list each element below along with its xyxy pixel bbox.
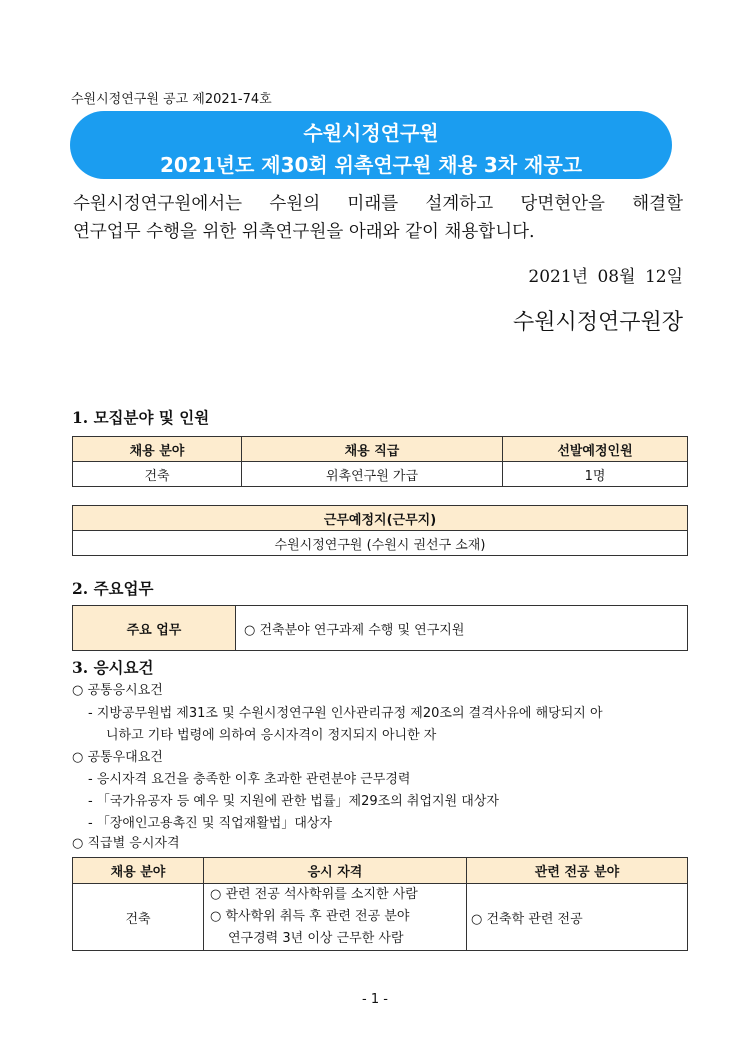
intro-line2: 연구업무 수행을 위한 위촉연구원을 아래와 같이 채용합니다. xyxy=(73,222,535,242)
table-cell: 건축 xyxy=(73,462,242,487)
table-row xyxy=(73,606,688,651)
section2-heading: 2. 주요업무 xyxy=(72,579,154,598)
section3-heading: 3. 응시요건 xyxy=(72,658,154,677)
duties-table xyxy=(72,605,688,651)
banner-title-line2: 2021년도 제30회 위촉연구원 채용 3차 재공고 xyxy=(159,153,583,177)
pref-title: ○ 공통우대요건 xyxy=(72,750,163,765)
page-number: - 1 - xyxy=(362,992,388,1007)
duties-value: ○ 건축분야 연구과제 수행 및 연구지원 xyxy=(236,606,688,651)
qualification-line: 연구경력 3년 이상 근무한 사람 xyxy=(228,931,404,946)
table-header: 관련 전공 분야 xyxy=(467,858,688,884)
list-item: - 「국가유공자 등 예우 및 지원에 관한 법률」제29조의 취업지원 대상자 xyxy=(88,794,499,809)
list-item: - 「장애인고용촉진 및 직업재활법」대상자 xyxy=(88,816,333,831)
table-header: 근무예정지(근무지) xyxy=(73,506,688,531)
common-req-line1: - 지방공무원법 제31조 및 수원시정연구원 인사관리규정 제20조의 결격사유에 해당되지 아 xyxy=(88,706,603,721)
intro-paragraph xyxy=(73,190,683,246)
table-header: 응시 자격 xyxy=(204,858,467,884)
qualification-line: ○ 관련 전공 석사학위를 소지한 사람 xyxy=(210,887,418,902)
intro-line1: 수원시정연구원에서는 수원의 미래를 설계하고 당면현안을 해결할 xyxy=(73,194,683,214)
table-row xyxy=(73,462,688,487)
table-cell: 1명 xyxy=(503,462,688,487)
table-row xyxy=(73,531,688,556)
table-header: 선발예정인원 xyxy=(503,437,688,462)
notice-number: 수원시정연구원 공고 제2021-74호 xyxy=(71,92,272,107)
notice-date: 2021년 08월 12일 xyxy=(528,267,683,287)
major-cell: ○ 건축학 관련 전공 xyxy=(467,884,688,951)
qualification-table xyxy=(72,857,688,951)
table-row xyxy=(73,884,688,951)
table-cell: 건축 xyxy=(73,884,204,951)
table-cell: 위촉연구원 가급 xyxy=(242,462,503,487)
work-location-table xyxy=(72,505,688,556)
qualification-line: ○ 학사학위 취득 후 관련 전공 분야 xyxy=(210,909,410,924)
section1-heading: 1. 모집분야 및 인원 xyxy=(72,408,210,427)
table-cell: 수원시정연구원 (수원시 권선구 소재) xyxy=(73,531,688,556)
table-header: 채용 분야 xyxy=(73,858,204,884)
title-banner xyxy=(70,111,672,179)
qualifications-cell xyxy=(204,884,467,951)
duties-label: 주요 업무 xyxy=(73,606,236,651)
recruitment-table xyxy=(72,436,688,487)
list-item: - 응시자격 요건을 충족한 이후 초과한 관련분야 근무경력 xyxy=(88,772,411,787)
table-header-row xyxy=(73,506,688,531)
table-header: 채용 직급 xyxy=(242,437,503,462)
by-grade-title: ○ 직급별 응시자격 xyxy=(72,836,180,851)
common-req-title: ○ 공통응시요건 xyxy=(72,683,163,698)
banner-title-line1: 수원시정연구원 xyxy=(303,121,439,145)
common-req-line2: 니하고 기타 법령에 의하여 응시자격이 정지되지 아니한 자 xyxy=(106,728,437,743)
signer: 수원시정연구원장 xyxy=(512,310,683,335)
table-header-row xyxy=(73,858,688,884)
table-header: 채용 분야 xyxy=(73,437,242,462)
table-header-row xyxy=(73,437,688,462)
